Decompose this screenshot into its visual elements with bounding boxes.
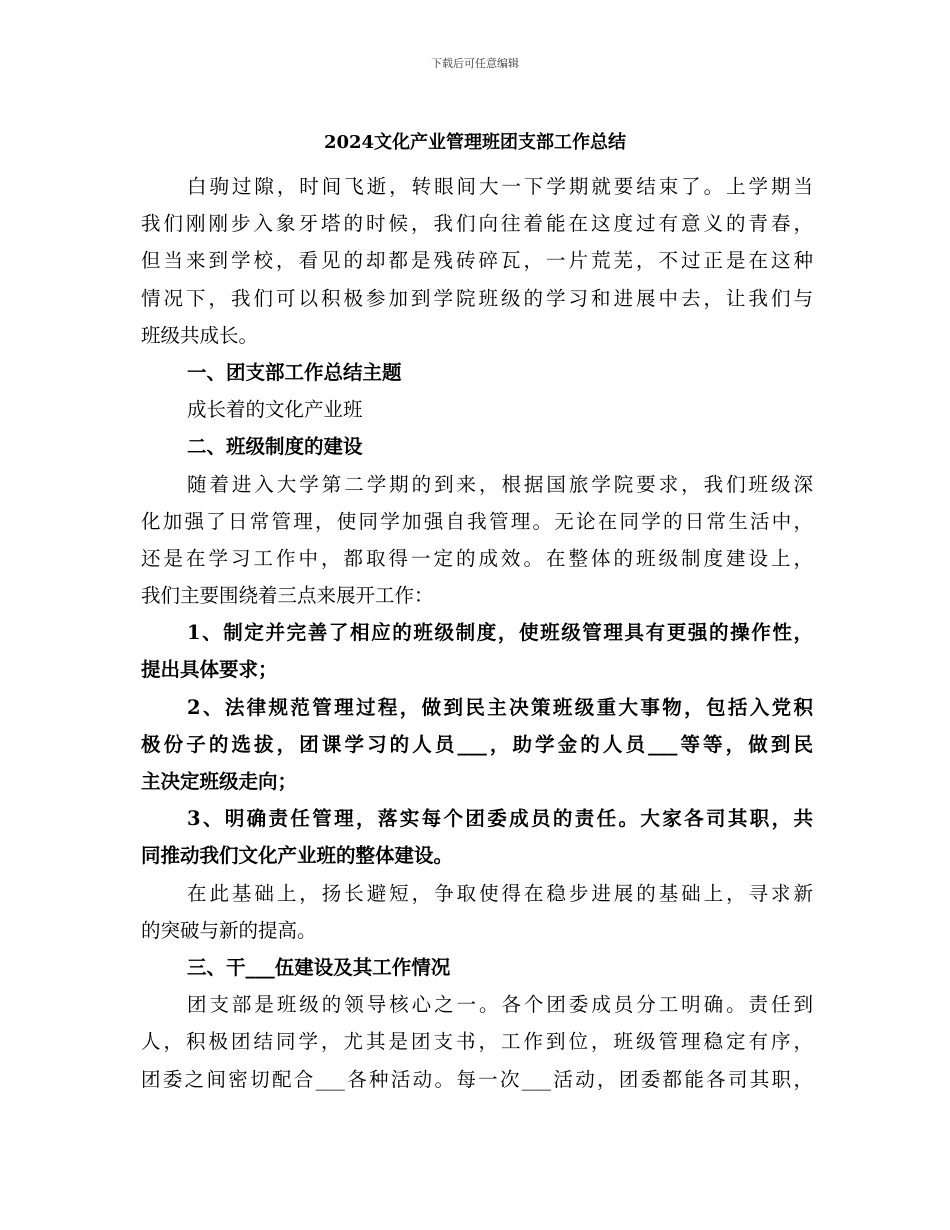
heading-line: 2、法律规范管理过程，做到民主决策班级重大事物，包括入党积 <box>187 695 813 719</box>
heading-line: 3、明确责任管理，落实每个团委成员的责任。大家各司其职，共 <box>187 807 813 831</box>
heading-line: 同推动我们文化产业班的整体建设。 <box>141 844 454 868</box>
paragraph-line: 班级共成长。 <box>141 323 259 347</box>
paragraph-line: 我们主要围绕着三点来展开工作： <box>141 584 434 608</box>
heading-line: 主决定班级走向； <box>141 770 298 793</box>
paragraph-line: 还是在学习工作中，都取得一定的成效。在整体的班级制度建设上， <box>141 546 813 570</box>
paragraph-line: 团支部是班级的领导核心之一。各个团委成员分工明确。责任到 <box>187 993 813 1017</box>
heading-line: 二、班级制度的建设 <box>187 435 363 459</box>
paragraph-line: 的突破与新的提高。 <box>141 918 317 942</box>
paragraph-line: 成长着的文化产业班 <box>187 398 363 422</box>
heading-line: 极份子的选拔，团课学习的人员___，助学金的人员___等等，做到民 <box>141 732 813 756</box>
paragraph-line: 但当来到学校，看见的却都是残砖碎瓦，一片荒芜，不过正是在这种 <box>141 249 813 273</box>
heading-line: 1、制定并完善了相应的班级制度，使班级管理具有更强的操作性， <box>187 621 813 645</box>
paragraph-line: 情况下，我们可以积极参加到学院班级的学习和进展中去，让我们与 <box>141 286 813 310</box>
paragraph-line: 团委之间密切配合___各种活动。每一次___活动，团委都能各司其职， <box>141 1067 813 1091</box>
paragraph-line: 化加强了日常管理，使同学加强自我管理。无论在同学的日常生活中， <box>141 509 813 533</box>
paragraph-line: 随着进入大学第二学期的到来，根据国旅学院要求，我们班级深 <box>187 472 813 496</box>
heading-line: 一、团支部工作总结主题 <box>187 360 402 384</box>
document-title: 2024文化产业管理班团支部工作总结 <box>323 132 627 153</box>
paragraph-line: 在此基础上，扬长避短，争取使得在稳步进展的基础上，寻求新 <box>187 881 813 905</box>
paragraph-line: 我们刚刚步入象牙塔的时候，我们向往着能在这度过有意义的青春， <box>141 212 813 236</box>
download-note: 下载后可任意编辑 <box>431 57 519 70</box>
heading-line: 三、干___伍建设及其工作情况 <box>187 955 451 979</box>
heading-line: 提出具体要求； <box>141 658 278 682</box>
paragraph-line: 白驹过隙，时间飞逝，转眼间大一下学期就要结束了。上学期当 <box>187 175 813 198</box>
document-body <box>141 168 813 1098</box>
paragraph-line: 人，积极团结同学，尤其是团支书，工作到位，班级管理稳定有序， <box>141 1030 813 1054</box>
